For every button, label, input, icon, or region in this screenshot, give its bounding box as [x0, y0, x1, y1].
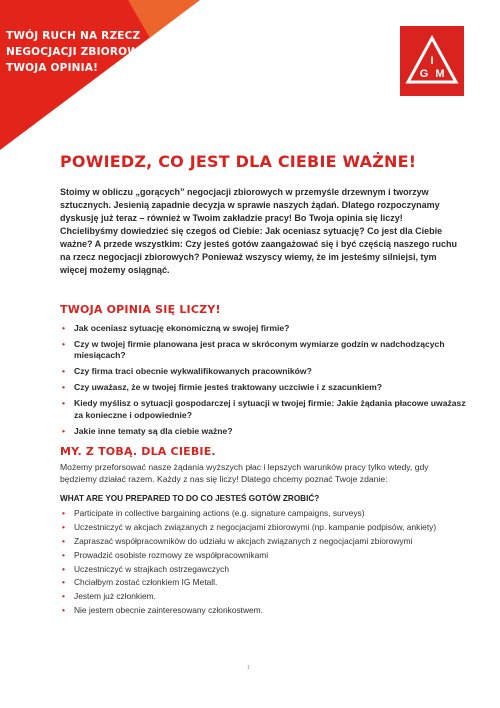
page-title: POWIEDZ, CO JEST DLA CIEBIE WAŻNE! — [60, 152, 417, 171]
bullet-icon: • — [62, 521, 65, 532]
bullet-icon: • — [62, 535, 65, 546]
page-number: 1 — [247, 665, 250, 671]
list-item — [60, 426, 470, 437]
bullet-icon: • — [62, 398, 66, 409]
question-text: Jak oceniasz sytuację ekonomiczną w swojej firmie? — [74, 323, 290, 333]
action-text: Nie jestem obecnie zainteresowany członkostwem. — [74, 605, 263, 616]
list-item — [60, 382, 470, 393]
bullet-icon: • — [62, 549, 65, 560]
banner-line-3: TWOJA OPINIA! — [6, 62, 99, 74]
action-text: Uczestniczyć w akcjach związanych z negocjacjami zbiorowymi (np. kampanie podpisów, ankiety) — [74, 521, 437, 532]
list-item — [60, 550, 460, 561]
banner-line-1: TWÓJ RUCH NA RZECZ — [6, 30, 141, 42]
banner-text — [6, 28, 196, 76]
question-text: Czy uważasz, że w twojej firmie jesteś traktowany uczciwie i z szacunkiem? — [74, 382, 383, 393]
list-item — [60, 366, 470, 377]
list-item — [60, 522, 460, 533]
bullet-icon: • — [62, 577, 65, 588]
list-item — [60, 564, 460, 575]
together-text — [60, 461, 460, 485]
bullet-icon: • — [62, 591, 65, 602]
svg-text:M: M — [435, 68, 445, 80]
action-text: Jestem już członkiem. — [74, 591, 156, 602]
intro-paragraph-2: Chcielibyśmy dowiedzieć się czegoś od Ciebie: Jak oceniasz sytuację? Co jest dla Ciebie ważne? A przede wszystkim: Czy jesteś gotów zaangażować się i być częścią naszego ruchu na rzecz negocjacji zbiorowych? Ponieważ wszyscy wiemy, że im jesteśmy silniejsi, tym więcej możemy osiągnąć. — [60, 226, 457, 275]
intro-text — [60, 186, 460, 277]
bullet-icon: • — [62, 382, 66, 393]
list-item — [60, 508, 460, 519]
bullet-icon: • — [62, 425, 66, 436]
together-paragraph: Możemy przeforsować nasze żądania wyższych płac i lepszych warunków pracy tylko wtedy, gdy będziemy działać razem. Każdy z nas się liczy! Dlatego chcemy poznać Twoje zdanie: — [60, 462, 429, 484]
question-text: Jakie inne tematy są dla ciebie ważne? — [74, 425, 233, 436]
bullet-icon: • — [62, 605, 65, 616]
action-text: Prowadzić osobiste rozmowy ze współpracownikami — [74, 549, 269, 560]
opinion-question-list — [60, 323, 470, 442]
question-text: Czy firma traci obecnie wykwalifikowanych pracowników? — [74, 366, 312, 377]
intro-paragraph-1: Stoimy w obliczu „gorących” negocjacji zbiorowych w przemyśle drzewnym i tworzyw sztucznych. Jesienią zapadnie decyzja w sprawie naszych żądań. Dlatego rozpoczynamy dyskusję już teraz – również w Twoim zakładzie pracy! Bo Twoja opinia się liczy! — [60, 187, 440, 223]
action-text: Participate in collective bargaining actions (e.g. signature campaigns, surveys) — [74, 508, 365, 518]
bullet-icon: • — [62, 323, 66, 333]
actions-list — [60, 508, 460, 619]
list-item — [60, 339, 470, 362]
bullet-icon: • — [62, 339, 66, 349]
list-item — [60, 323, 470, 334]
bullet-icon: • — [62, 563, 65, 574]
question-text: Kiedy myślisz o sytuacji gospodarczej i sytuacji w twojej firmie: Jakie żądania płacowe uważasz za konieczne i odpowiednie? — [74, 398, 466, 420]
list-item — [60, 398, 470, 421]
action-text: Uczestniczyć w strajkach ostrzegawczych — [74, 563, 229, 574]
bullet-icon: • — [62, 508, 65, 518]
header-banner — [0, 0, 205, 150]
opinion-heading: TWOJA OPINIA SIĘ LICZY! — [60, 303, 221, 316]
list-item — [60, 536, 460, 547]
svg-text:G: G — [419, 68, 429, 80]
bullet-icon: • — [62, 366, 66, 377]
banner-line-2: NEGOCJACJI ZBIOROWYCH. — [6, 46, 168, 58]
together-heading: MY. Z TOBĄ. DLA CIEBIE. — [60, 445, 216, 458]
action-text: Chciałbym zostać członkiem IG Metall. — [74, 577, 218, 588]
actions-heading: WHAT ARE YOU PREPARED TO DO CO JESTEŚ GOTÓW ZROBIĆ? — [60, 494, 320, 503]
action-text: Zapraszać współpracowników do udziału w akcjach związanych z negocjacjami zbiorowymi — [74, 535, 413, 546]
ig-metall-logo — [400, 26, 464, 96]
question-text: Czy w twojej firmie planowana jest praca w skróconym wymiarze godzin w nadchodzących miesiącach? — [74, 339, 445, 361]
list-item — [60, 577, 460, 588]
list-item — [60, 591, 460, 602]
svg-text:I: I — [430, 55, 434, 67]
list-item — [60, 605, 460, 616]
